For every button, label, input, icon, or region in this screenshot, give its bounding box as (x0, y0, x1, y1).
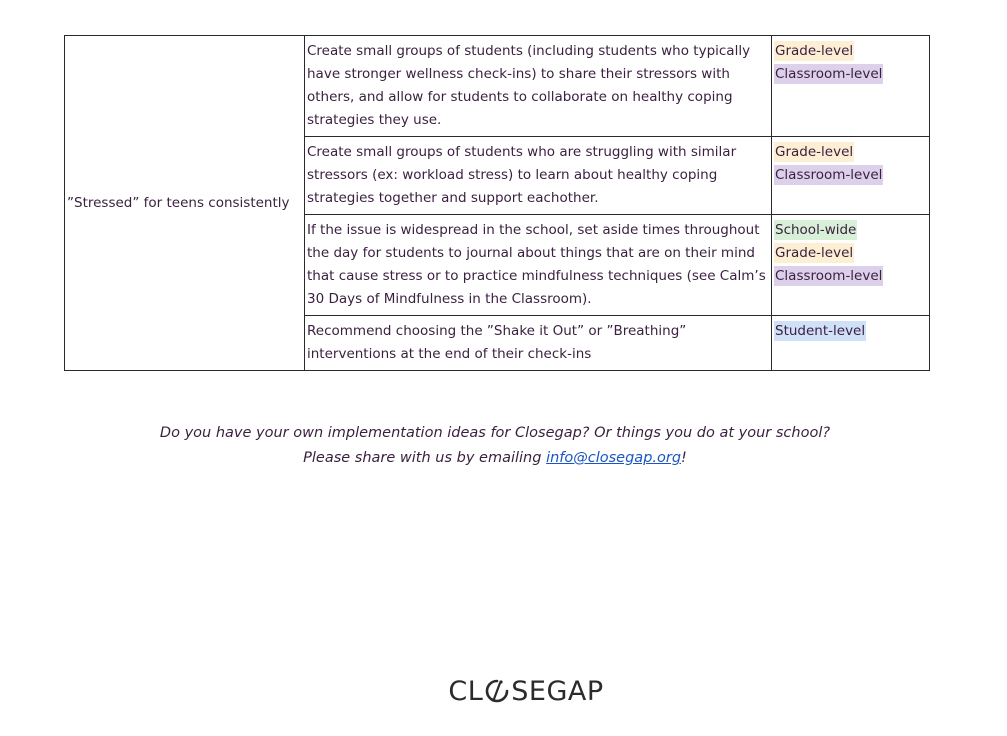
closegap-logo (438, 674, 614, 708)
level-tag-grade: Grade-level (775, 144, 854, 160)
table-row (65, 36, 930, 137)
note-line-2 (0, 446, 990, 471)
level-cell (772, 215, 930, 316)
closegap-logo-icon (484, 678, 510, 704)
action-text: Create small groups of students (including students who typically have stronger wellness check-ins) to share their stressors with others, and allow for students to collaborate on healthy coping strategies they use. (307, 43, 751, 128)
situation-cell (65, 36, 305, 371)
implementation-ideas-note (0, 421, 990, 471)
email-link[interactable]: info@closegap.org (546, 450, 682, 466)
logo-text-right: SEGAP (511, 675, 604, 707)
action-cell (305, 137, 772, 215)
level-tag-classroom: Classroom-level (775, 66, 883, 82)
interventions-table (64, 35, 930, 371)
level-cell (772, 137, 930, 215)
level-tag-grade: Grade-level (775, 245, 854, 261)
situation-text: ”Stressed” for teens consistently (67, 194, 290, 211)
action-cell (305, 215, 772, 316)
level-cell (772, 36, 930, 137)
action-text: Create small groups of students who are struggling with similar stressors (ex: workload stress) to learn about healthy coping strategies together and support eachother. (307, 144, 737, 206)
action-cell (305, 36, 772, 137)
action-cell (305, 316, 772, 371)
level-tag-grade: Grade-level (775, 43, 854, 59)
level-tag-school: School-wide (775, 222, 857, 238)
note-line-1: Do you have your own implementation ideas for Closegap? Or things you do at your school? (159, 425, 831, 441)
level-tag-student: Student-level (775, 323, 866, 339)
logo-text-left: CL (448, 675, 484, 707)
level-cell (772, 316, 930, 371)
note-line-2-suffix: ! (681, 450, 687, 466)
note-line-2-prefix: Please share with us by emailing (303, 450, 547, 466)
level-tag-classroom: Classroom-level (775, 167, 883, 183)
level-tag-classroom: Classroom-level (775, 268, 883, 284)
action-text: Recommend choosing the ”Shake it Out” or ”Breathing” interventions at the end of their check-ins (307, 323, 687, 362)
action-text: If the issue is widespread in the school, set aside times throughout the day for students to journal about things that are on their mind that cause stress or to practice mindfulness techniques (see Calm’s 30 Days of Mindfulness in the Classroom). (307, 222, 766, 307)
